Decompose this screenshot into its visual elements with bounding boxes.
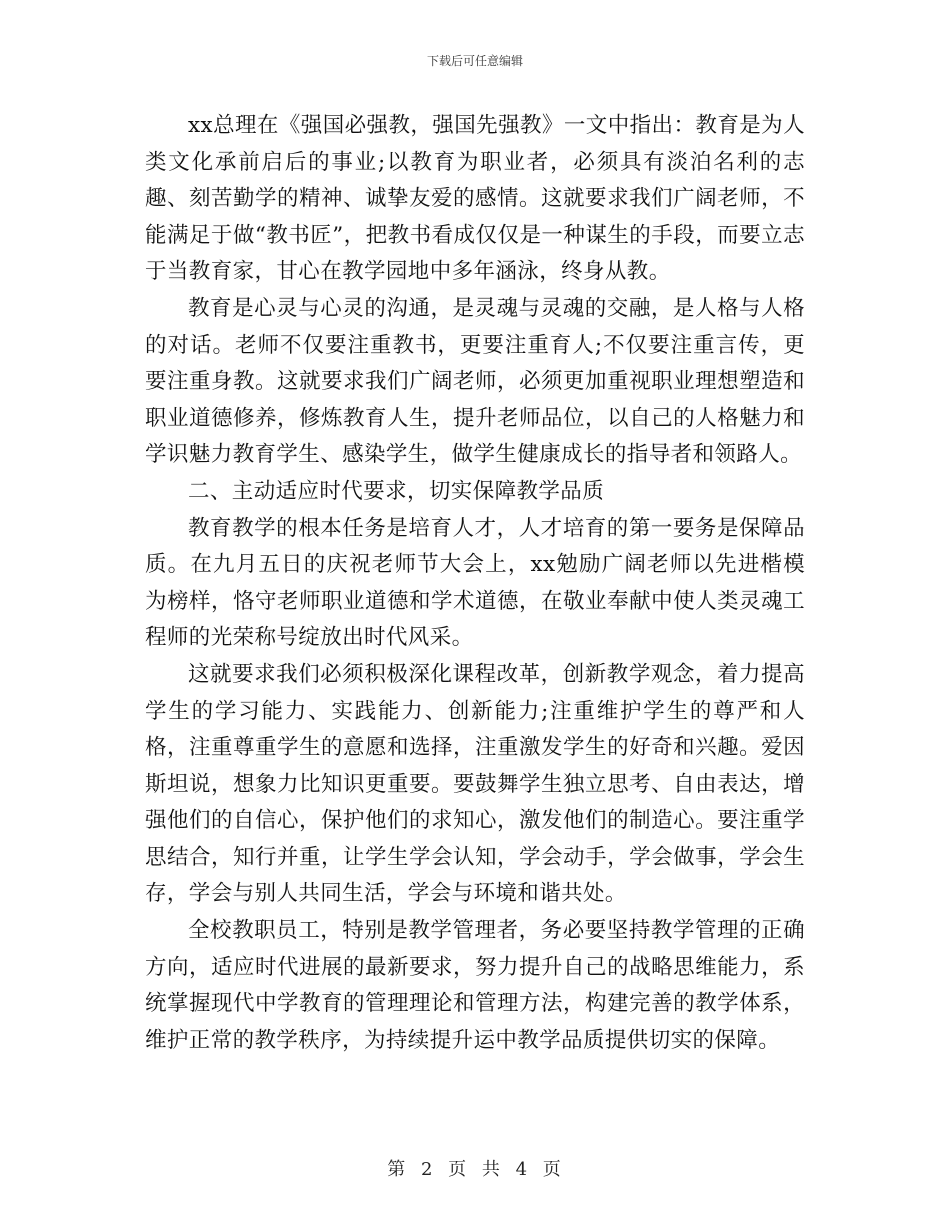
section-heading: 二、主动适应时代要求，切实保障教学品质 [188, 478, 605, 504]
paragraph-4: 这就要求我们必须积极深化课程改革，创新教学观念，着力提高学生的学习能力、实践能力、创新能力;注重维护学生的尊严和人格，注重尊重学生的意愿和选择，注重激发学生的好奇和兴趣。爱因斯坦说，想象力比知识更重要。要鼓舞学生独立思考、自由表达，增强他们的自信心，保护他们的求知心，激发他们的制造心。要注重学思结合，知行并重，让学生学会认知，学会动手，学会做事，学会生存，学会与别人共同生活，学会与环境和谐共处。 [145, 661, 805, 907]
document-body [145, 108, 805, 1059]
paragraph-1: xx总理在《强国必强教，强国先强教》一文中指出：教育是为人类文化承前启后的事业;以教育为职业者，必须具有淡泊名利的志趣、刻苦勤学的精神、诚挚友爱的感情。这就要求我们广阔老师，不能满足于做“教书匠”，把教书看成仅仅是一种谋生的手段，而要立志于当教育家，甘心在教学园地中多年涵泳，终身从教。 [145, 113, 805, 285]
paragraph-2: 教育是心灵与心灵的沟通，是灵魂与灵魂的交融，是人格与人格的对话。老师不仅要注重教书，更要注重育人;不仅要注重言传，更要注重身教。这就要求我们广阔老师，必须更加重视职业理想塑造和职业道德修养，修炼教育人生，提升老师品位，以自己的人格魅力和学识魅力教育学生、感染学生，做学生健康成长的指导者和领路人。 [145, 295, 805, 468]
page-header: 下载后可任意编辑 [426, 54, 523, 68]
paragraph-3: 教育教学的根本任务是培育人才，人才培育的第一要务是保障品质。在九月五日的庆祝老师节大会上，xx勉励广阔老师以先进楷模为榜样，恪守老师职业道德和学术道德，在敬业奉献中使人类灵魂工程师的光荣称号绽放出时代风采。 [145, 515, 805, 651]
paragraph-5: 全校教职员工，特别是教学管理者，务必要坚持教学管理的正确方向，适应时代进展的最新要求，努力提升自己的战略思维能力，系统掌握现代中学教育的管理理论和管理方法，构建完善的教学体系，维护正常的教学秩序，为持续提升运中教学品质提供切实的保障。 [145, 918, 805, 1053]
page-number-footer: 第 2 页 共 4 页 [387, 1159, 563, 1180]
